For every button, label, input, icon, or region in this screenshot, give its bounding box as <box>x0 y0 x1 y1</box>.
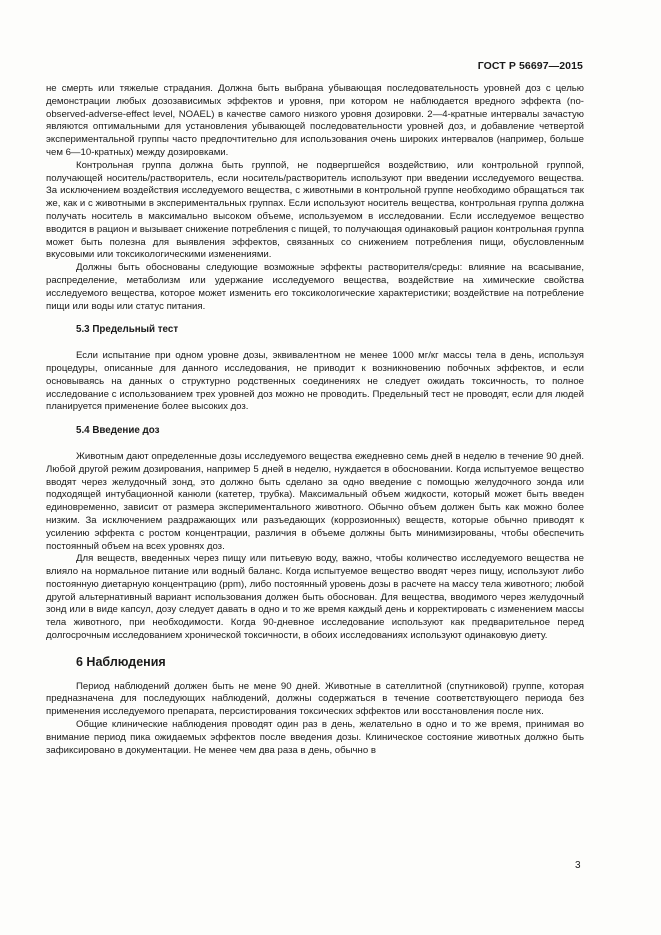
paragraph: не смерть или тяжелые страдания. Должна быть выбрана убывающая последовательность уровней доз с целью демонстрации любых дозозависимых эффектов и уровня, при котором не наблюдается вредного эффекта (no-observed-adverse-effect level, NOAEL) в качестве самого низкого уровня дозировки. 2—4-кратные интервалы зачастую являются оптимальными для установления убывающей последовательности уровней доз, и добавление четвертой экспериментальной группы часто предпочтительно для использования очень широких интервалов (например, больше чем 6—10-кратных) между дозировками. <box>46 83 584 158</box>
paragraph: Животным дают определенные дозы исследуемого вещества ежедневно семь дней в неделю в течение 90 дней. Любой другой режим дозирования, например 5 дней в неделю, нуждается в обосновании. Когда испытуемое вещество вводят через желудочный зонд, это должно быть сделано за одно введение с помощью желудочного зонда или подходящей интубационной канюли (катетер, трубка). Максимальный объем жидкости, который может быть введен единовременно, зависит от размера экспериментального животного. Обычно объем должен быть как можно более низким. За исключением раздражающих или разъедающих (коррозионных) веществ, которые обычно приводят к усилению эффекта с ростом концентрации, различия в объеме должны быть минимизированы, чтобы обеспечить постоянный объем на всех уровнях доз. <box>46 450 584 552</box>
paragraph: Общие клинические наблюдения проводят один раз в день, желательно в одно и то же время, принимая во внимание период пика ожидаемых эффектов после введения дозы. Клиническое состояние животных должно быть зафиксировано в документации. Не менее чем два раза в день, обычно в <box>46 719 584 756</box>
paragraph: Если испытание при одном уровне дозы, эквивалентном не менее 1000 мг/кг массы тела в день, используя процедуры, описанные для данного исследования, не приводит к возникновению побочных эффектов, и если основываясь на данных о структурно родственных соединениях не следует ожидать токсичность, то полное исследование с использованием трех уровней доз можно не проводить. Предельный тест не проводят, если для людей планируется применение более высоких доз. <box>46 350 584 413</box>
paragraph: Период наблюдений должен быть не мене 90 дней. Животные в сателлитной (спутниковой) группе, которая предназначена для последующих наблюдений, должны содержаться в течение соответствующего периода без применения исследуемого препарата, персистирования токсических эффектов или восстановления после них. <box>46 680 584 718</box>
paragraph: Для веществ, введенных через пищу или питьевую воду, важно, чтобы количество исследуемого вещества не влияло на нормальное питание или водный баланс. Когда испытуемое вещество вводят через пищу, используют либо постоянную диетарную концентрацию (ppm), либо постоянный уровень дозы в расчете на массу тела животного; любой другой альтернативный вариант использования должен быть обоснован. Для вещества, вводимого через желудочный зонд или в виде капсул, дозу следует давать в одно и то же время каждый день и корректировать с изменением массы тела животного, при необходимости. Когда 90-дневное исследование используют как предварительное перед долгосрочным исследованием хронической токсичности, в обоих исследованиях используют одинаковую диету. <box>46 553 584 642</box>
page-number: 3 <box>575 860 581 871</box>
paragraph: Должны быть обоснованы следующие возможные эффекты растворителя/среды: влияние на всасывание, распределение, метаболизм или удержание исследуемого вещества, воздействие на химические свойства исследуемого вещества, которое может изменить его токсикологические характеристики; воздействие на потребление пищи или воды или статус питания. <box>46 262 584 312</box>
document-id: ГОСТ Р 56697—2015 <box>477 60 583 72</box>
section-heading-5-3: 5.3 Предельный тест <box>76 324 179 336</box>
paragraph: Контрольная группа должна быть группой, не подвергшейся воздействию, или контрольной группой, получающей носитель/растворитель, если носитель/растворитель используют при введении исследуемого вещества. За исключением воздействия исследуемого вещества, с животными в контрольной группе необходимо обращаться так же, как и с животными в экспериментальных группах. Если используют носитель вещества, контрольная группа должна получать носитель в максимально высоком объеме, используемом в исследовании. Если исследуемое вещество вводится в рацион и вызывает снижение потребления с пищей, то получающая одинаковый рацион контрольная группа может быть полезна для выявления эффектов, связанных со снижением потребления пищи, обусловленным вкусовыми или токсикологическими изменениями. <box>46 159 584 261</box>
section-heading-5-4: 5.4 Введение доз <box>76 425 160 437</box>
document-body <box>46 83 584 757</box>
chapter-heading-6: 6 Наблюдения <box>76 654 166 669</box>
